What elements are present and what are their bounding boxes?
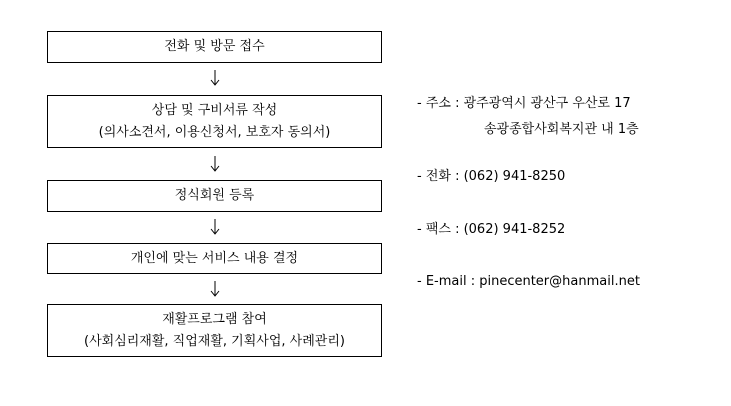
- contact-address-detail: 송광종합사회복지관 내 1층: [484, 122, 639, 137]
- contact-phone: - 전화 : (062) 941-8250: [417, 169, 566, 184]
- contact-email[interactable]: - E-mail : pinecenter@hanmail.net: [417, 274, 640, 289]
- step-phone-visit: [47, 31, 382, 63]
- step-label: 개인에 맞는 서비스 내용 결정: [130, 250, 299, 266]
- step-sublabel: (사회심리재활, 직업재활, 기획사업, 사례관리): [84, 333, 345, 349]
- down-arrow-icon: [207, 280, 223, 298]
- step-consultation: [47, 95, 382, 148]
- down-arrow-icon: [207, 69, 223, 87]
- step-service-decision: [47, 243, 382, 274]
- down-arrow-icon: [207, 155, 223, 173]
- contact-address: - 주소 : 광주광역시 광산구 우산로 17: [417, 96, 631, 111]
- down-arrow-icon: [207, 218, 223, 236]
- step-label: 상담 및 구비서류 작성: [151, 102, 278, 118]
- step-label: 전화 및 방문 접수: [164, 39, 265, 54]
- step-registration: [47, 180, 382, 212]
- contact-fax: - 팩스 : (062) 941-8252: [417, 222, 566, 237]
- step-sublabel: (의사소견서, 이용신청서, 보호자 동의서): [98, 124, 331, 140]
- step-label: 정식회원 등록: [174, 188, 255, 203]
- step-rehab-program: [47, 304, 382, 357]
- step-label: 재활프로그램 참여: [162, 311, 267, 327]
